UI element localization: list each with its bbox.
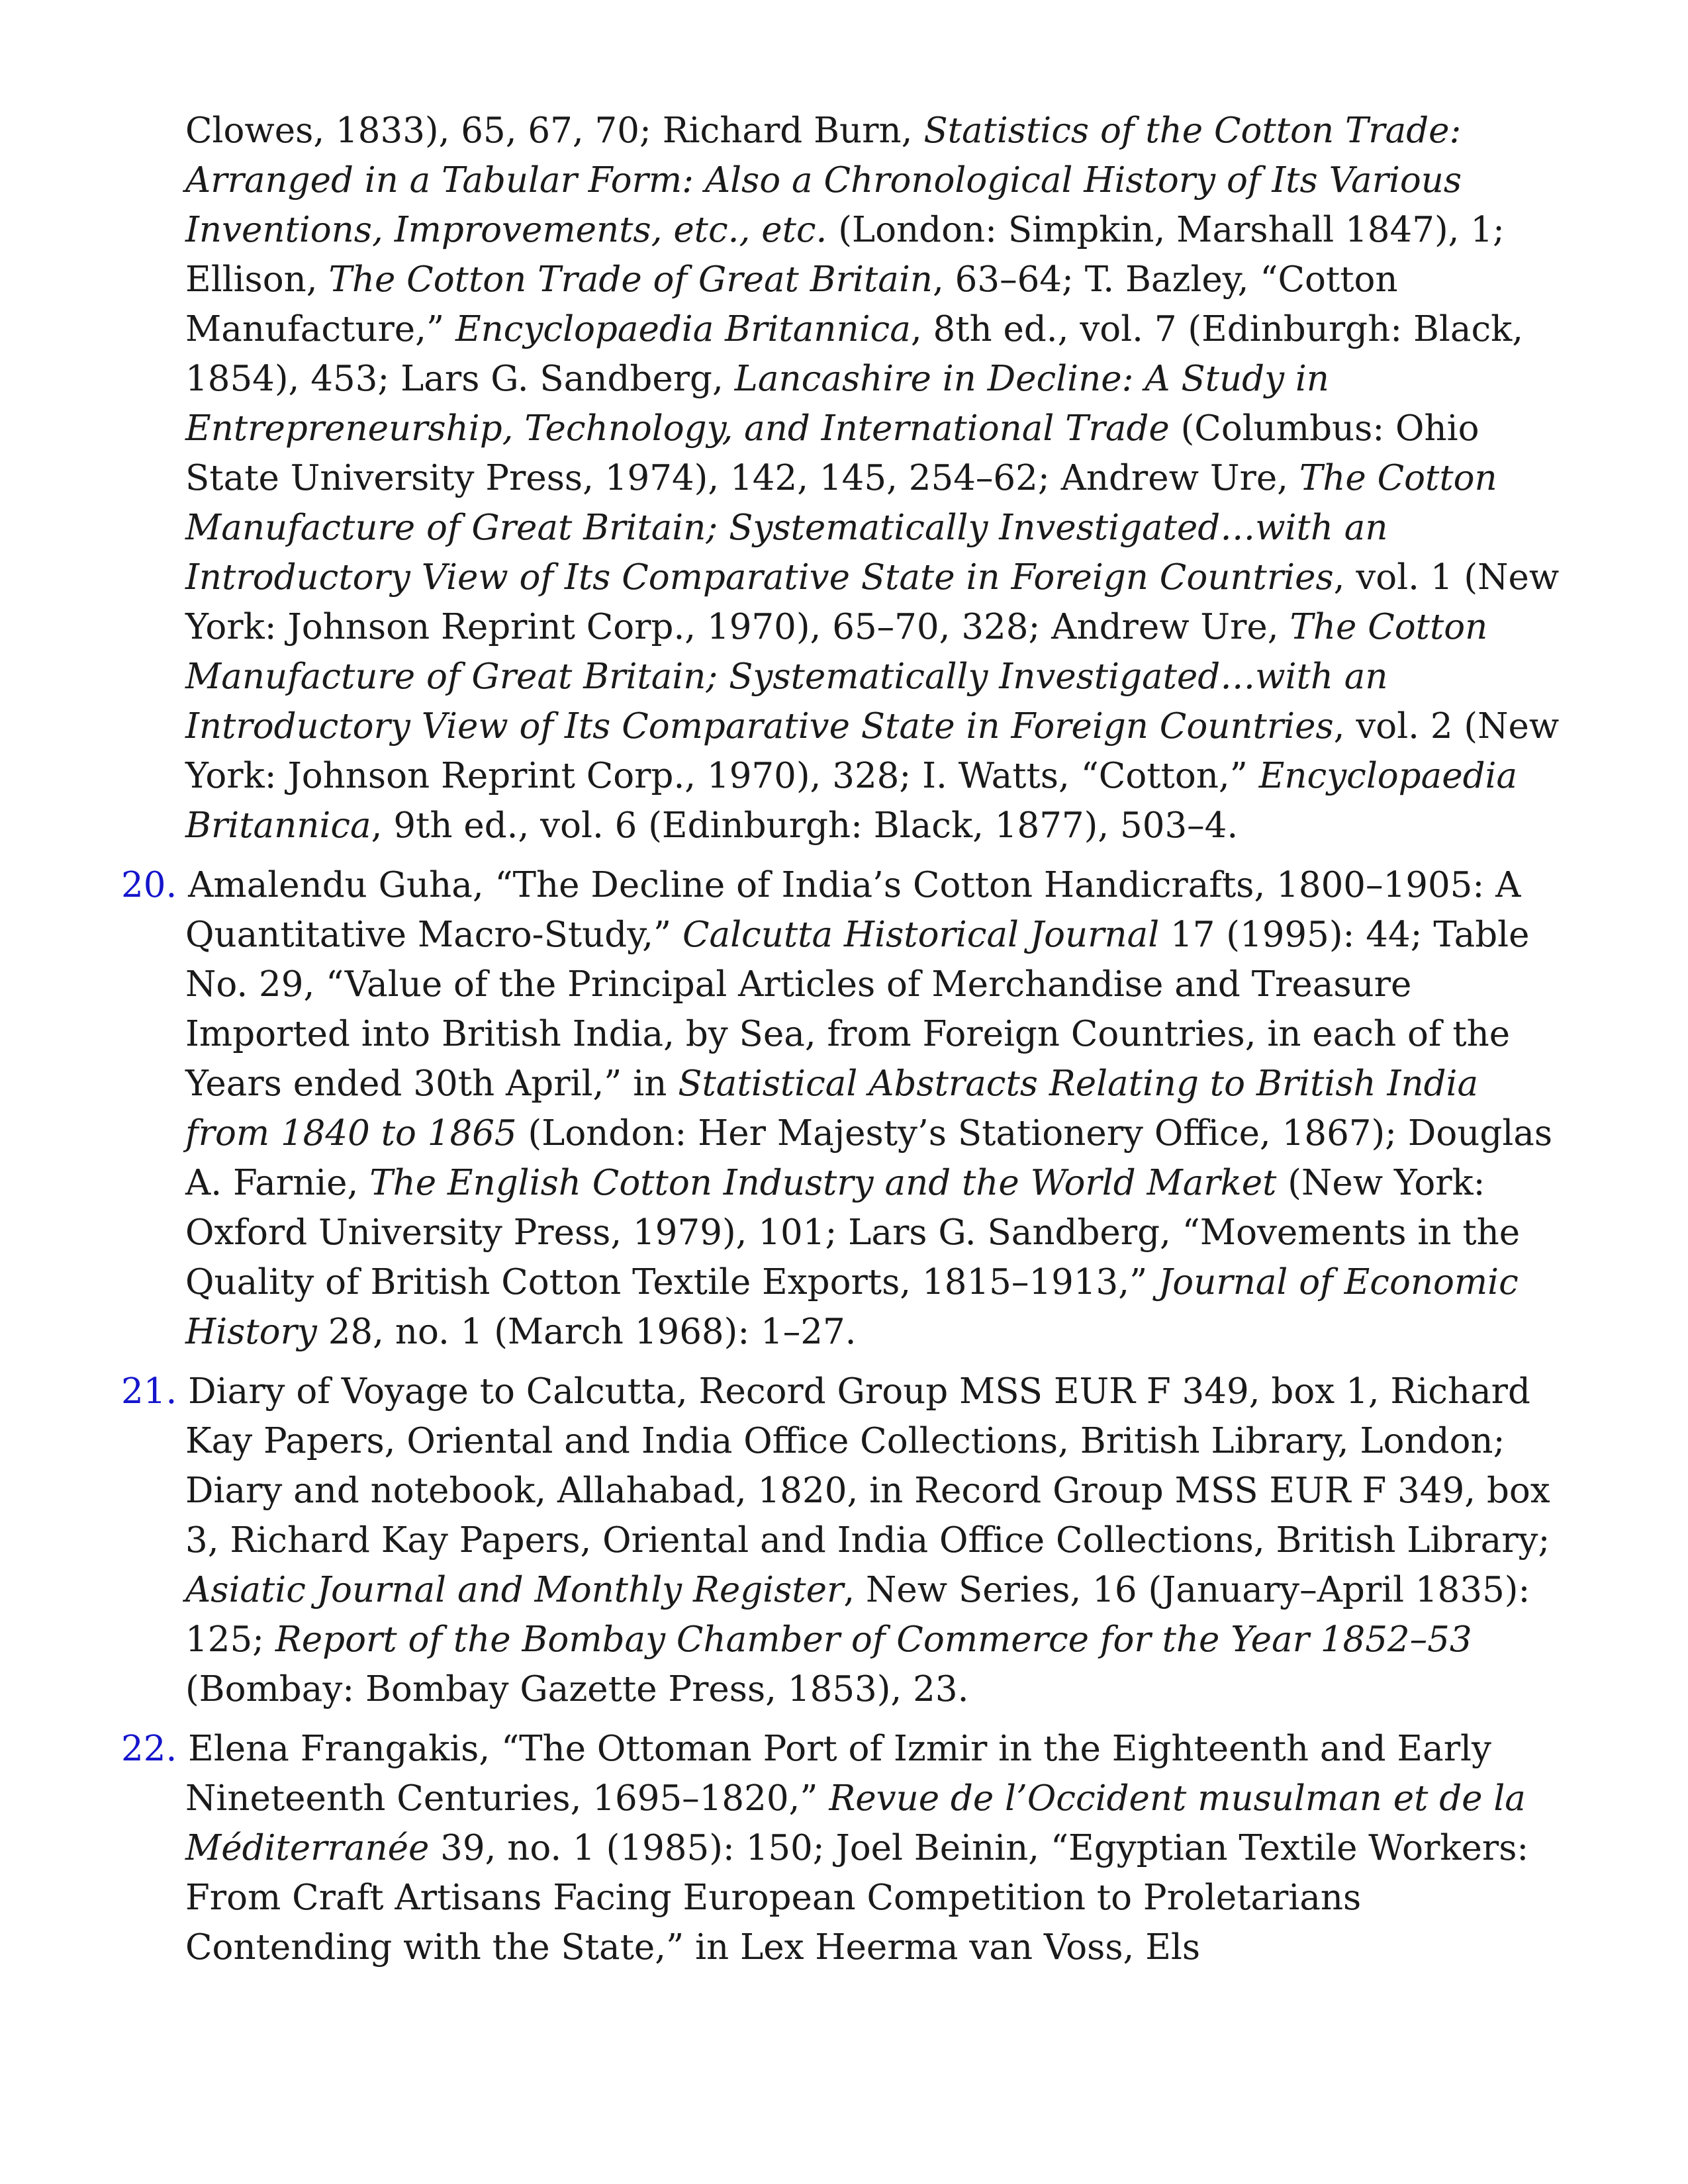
citation-text: , New Series, 16 (January–April 1835): 125; [185, 1570, 1530, 1660]
endnote [121, 860, 1571, 1357]
endnote [121, 1367, 1571, 1714]
citation-title: Statistical Abstracts Relating to British India from 1840 to 1865 [185, 1064, 1479, 1154]
citation-text: , 63–64; T. Bazley, “Cotton Manufacture,” [185, 259, 1398, 349]
endnote-number-link[interactable]: 21. [121, 1371, 177, 1412]
endnotes-list [121, 106, 1571, 1982]
citation-text: , 9th ed., vol. 6 (Edinburgh: Black, 1877), 503–4. [371, 805, 1239, 846]
citation-text: (London: Simpkin, Marshall 1847), 1; Ellison, [185, 210, 1505, 300]
citation-title: The Cotton Trade of Great Britain [328, 259, 933, 300]
endnote-continued [121, 106, 1571, 850]
citation-text: (New York: Oxford University Press, 1979), 101; Lars G. Sandberg, “Movements in the Quality of British Cotton Textile Exports, 1815–1913,” [185, 1163, 1521, 1302]
citation-title: The Cotton Manufacture of Great Britain; Systematically Investigated…with an Introductory View of Its Comparative State in Foreign Countries [185, 458, 1497, 598]
citation-title: Encyclopaedia Britannica [455, 309, 911, 349]
citation-title: Revue de l’Occident musulman et de la Méditerranée [185, 1778, 1526, 1868]
citation-text: Diary of Voyage to Calcutta, Record Group MSS EUR F 349, box 1, Richard Kay Papers, Oriental and India Office Collections, British Library, London; Diary and notebook, Allahabad, 1820, in Record Group MSS EUR F 349, box 3, Richard Kay Papers, Oriental and India Office Collections, British Library; [185, 1371, 1550, 1561]
citation-text: 28, no. 1 (March 1968): 1–27. [316, 1312, 857, 1352]
citation-title: Calcutta Historical Journal [682, 915, 1160, 955]
endnote-number-link[interactable]: 22. [121, 1729, 177, 1769]
citation-text: (Columbus: Ohio State University Press, 1974), 142, 145, 254–62; Andrew Ure, [185, 408, 1479, 498]
citation-text: (Bombay: Bombay Gazette Press, 1853), 23. [185, 1669, 969, 1709]
endnote-number-link[interactable]: 20. [121, 865, 177, 905]
citation-text: 17 (1995): 44; Table No. 29, “Value of the Principal Articles of Merchandise and Treasure Imported into British India, by Sea, from Foreign Countries, in each of the Years ended 30th April,” in [185, 915, 1530, 1104]
citation-title: Asiatic Journal and Monthly Register [185, 1570, 844, 1610]
citation-text: , 8th ed., vol. 7 (Edinburgh: Black, 1854), 453; Lars G. Sandberg, [185, 309, 1524, 399]
citation-text: 39, no. 1 (1985): 150; Joel Beinin, “Egyptian Textile Workers: From Craft Artisans Facing European Competition to Proletarians Contending with the State,” in Lex Heerma van Voss, Els [185, 1828, 1529, 1968]
citation-text: Amalendu Guha, “The Decline of India’s Cotton Handicrafts, 1800–1905: A Quantitative Macro-Study,” [185, 865, 1521, 955]
endnote [121, 1724, 1571, 1972]
citation-text: , vol. 2 (New York: Johnson Reprint Corp., 1970), 328; I. Watts, “Cotton,” [185, 706, 1560, 796]
citation-title: Statistics of the Cotton Trade: Arranged in a Tabular Form: Also a Chronological History of Its Various Inventions, Improvements, etc., etc. [185, 111, 1462, 250]
citation-title: The Cotton Manufacture of Great Britain; Systematically Investigated…with an Introductory View of Its Comparative State in Foreign Countries [185, 607, 1488, 747]
citation-text: Elena Frangakis, “The Ottoman Port of Izmir in the Eighteenth and Early Nineteenth Centuries, 1695–1820,” [185, 1729, 1491, 1819]
citation-title: Journal of Economic History [185, 1262, 1519, 1352]
citation-title: Encyclopaedia Britannica [185, 756, 1518, 846]
citation-title: The English Cotton Industry and the World Market [369, 1163, 1277, 1203]
citation-text: Clowes, 1833), 65, 67, 70; Richard Burn, [185, 111, 924, 151]
citation-title: Report of the Bombay Chamber of Commerce for the Year 1852–53 [275, 1619, 1472, 1660]
citation-text: , vol. 1 (New York: Johnson Reprint Corp., 1970), 65–70, 328; Andrew Ure, [185, 557, 1560, 647]
citation-title: Lancashire in Decline: A Study in Entrepreneurship, Technology, and International Trade [185, 359, 1329, 449]
citation-text: (London: Her Majesty’s Stationery Office, 1867); Douglas A. Farnie, [185, 1113, 1553, 1203]
